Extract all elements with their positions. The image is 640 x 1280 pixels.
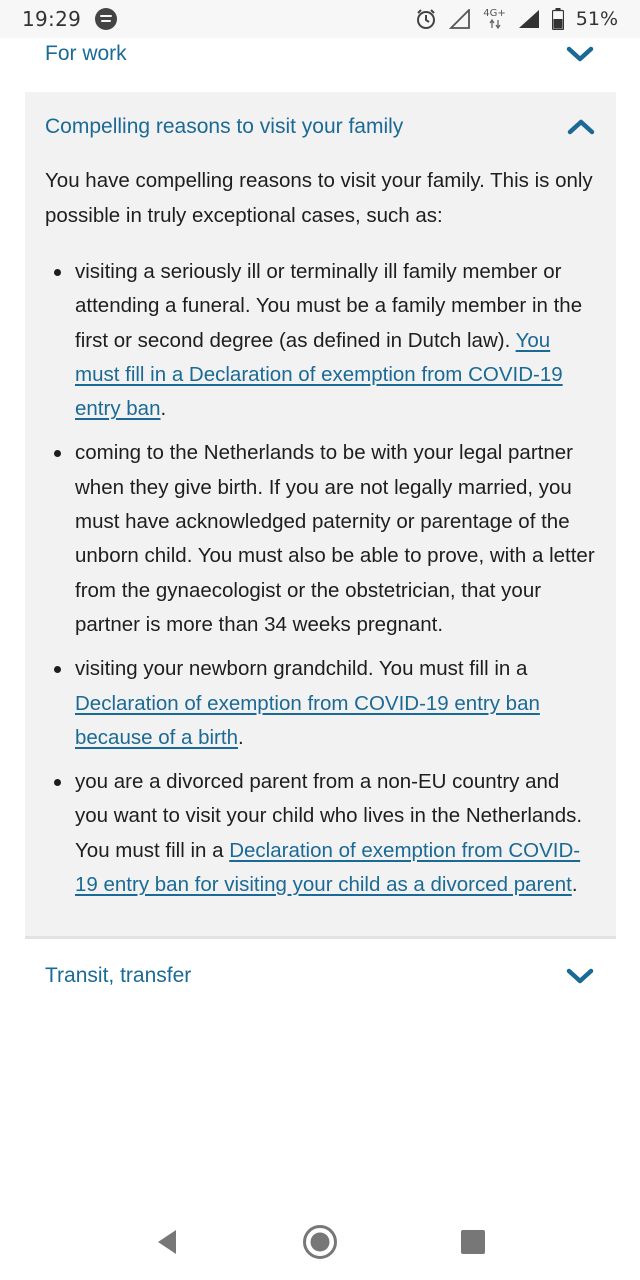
list-item (45, 436, 596, 642)
section-title-transit: Transit, transfer (45, 964, 192, 988)
recents-button[interactable] (449, 1218, 497, 1266)
back-button[interactable] (143, 1218, 191, 1266)
data-arrows-icon (488, 19, 502, 29)
status-icons (415, 8, 618, 30)
home-button[interactable] (296, 1218, 344, 1266)
system-nav-bar (0, 1204, 640, 1280)
recents-icon (460, 1229, 486, 1255)
declaration-birth-link[interactable]: Declaration of exemption from COVID-19 entry ban because of a birth (75, 691, 540, 749)
network-type (483, 9, 506, 29)
item-text: coming to the Netherlands to be with your legal partner when they give birth. If you are not legally married, you must have acknowledged paternity or parentage of the unborn child. You must also be able to prove, with a letter from the gynaecologist or the obstetrician, that your partner is more than 34 weeks pregnant. (75, 441, 595, 636)
back-icon (154, 1228, 180, 1256)
list-item (45, 765, 596, 902)
section-title-for-work: For work (45, 42, 127, 65)
item-after: . (237, 725, 244, 749)
family-reasons-list (25, 255, 616, 902)
chevron-down-icon[interactable] (565, 966, 595, 986)
list-item (45, 652, 596, 755)
item-after: . (571, 873, 578, 897)
home-icon (301, 1223, 339, 1261)
status-time: 19:29 (22, 7, 82, 31)
content (0, 38, 640, 1013)
battery-percent: 51% (575, 8, 618, 30)
signal-full-icon (518, 9, 540, 29)
section-transit[interactable] (0, 939, 640, 1013)
alarm-icon (415, 8, 437, 30)
list-item (45, 255, 596, 426)
chevron-up-icon[interactable] (566, 117, 596, 137)
section-for-work[interactable] (0, 38, 640, 70)
declaration-divorced-parent-link[interactable]: Declaration of exemption from COVID-19 entry ban for visiting your child as a divorced parent (75, 838, 581, 897)
battery-icon (552, 8, 564, 30)
section-title-family: Compelling reasons to visit your family (45, 115, 404, 138)
spotify-icon (95, 8, 117, 30)
chevron-down-icon[interactable] (565, 44, 595, 64)
declaration-link[interactable]: You must fill in a Declaration of exemption from COVID-19 entry ban (75, 328, 563, 421)
item-text: visiting a seriously ill or terminally ill family member or attending a funeral. You must be a family member in the first or second degree (as defined in Dutch law). (75, 260, 583, 352)
item-text: you are a divorced parent from a non-EU country and you want to visit your child who lives in the Netherlands. You must fill in a (75, 770, 583, 862)
status-bar (0, 0, 640, 38)
section-family-panel (25, 92, 616, 939)
signal-empty-icon (449, 9, 471, 29)
item-after: . (160, 397, 167, 421)
family-intro: You have compelling reasons to visit your family. This is only possible in truly exceptional cases, such as: (45, 169, 593, 227)
network-label: 4G+ (483, 8, 506, 19)
item-text: visiting your newborn grandchild. You must fill in a (75, 657, 528, 681)
section-family-header[interactable] (25, 92, 616, 162)
